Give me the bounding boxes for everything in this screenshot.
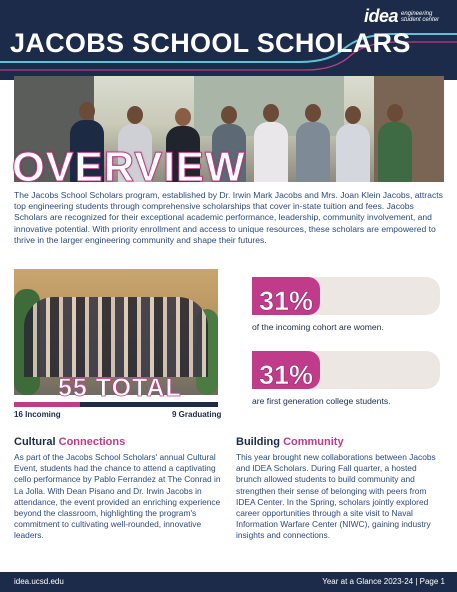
page-footer <box>0 572 457 592</box>
graduating-bar <box>80 402 218 407</box>
page-header <box>0 0 457 80</box>
stat-women-label: of the incoming cohort are women. <box>252 322 384 332</box>
community-heading <box>236 436 344 448</box>
stat-firstgen-card <box>252 351 440 389</box>
stat-women-fill <box>252 277 320 315</box>
brand-name: idea <box>363 6 398 26</box>
stat-women-value: 31% <box>258 286 314 316</box>
incoming-bar <box>14 402 80 407</box>
incoming-count: 16 Incoming <box>14 410 61 419</box>
page-title: JACOBS SCHOOL SCHOLARS <box>10 28 411 58</box>
brand-subtitle: engineering student center <box>401 10 440 23</box>
cultural-heading-accent: Connections <box>58 436 126 448</box>
cultural-heading <box>14 436 125 448</box>
stat-firstgen-label: are first generation college students. <box>252 396 391 406</box>
stat-women-card <box>252 277 440 315</box>
brand-logo <box>364 6 449 27</box>
graduating-count: 9 Graduating <box>172 410 222 419</box>
overview-heading: OVERVIEW <box>12 143 246 190</box>
community-body: This year brought new collaborations between Jacobs and IDEA Scholars. During Fall quarter, a hosted brunch allowed students to build community and strengthen their sense of belonging with peers from IDEA Center. In the Spring, scholars jointly explored career opportunities through a site visit to Naval Information Warfare Center (NIWC), gaining industry insights and connections. <box>236 452 436 541</box>
stat-firstgen-fill <box>252 351 320 389</box>
footer-url[interactable]: idea.ucsd.edu <box>14 577 64 586</box>
cultural-heading-main: Cultural <box>14 436 56 448</box>
cultural-body: As part of the Jacobs School Scholars' annual Cultural Event, students had the chance to attend a captivating cello performance by Pablo Ferrandez at The Conrad in La Jolla. With Dean Pisano and Dr. Irwin Jacobs in attendance, the event provided an enriching experience beyond the classroom, highlighting the program's commitment to cultivating well-rounded, innovative leaders. <box>14 452 221 541</box>
community-heading-main: Building <box>236 436 280 448</box>
overview-body: The Jacobs School Scholars program, established by Dr. Irwin Mark Jacobs and Mrs. Joan Klein Jacobs, attracts top engineering students through comprehensive scholarships that cover in-state tuition and fees. Jacobs Scholars are recognized for their exceptional academic performance, leadership, community involvement, and innovative potential. With priority enrollment and access to unique resources, these scholars are empowered to thrive in the larger engineering community and shape their futures. <box>14 190 443 245</box>
cohort-total: 55 TOTAL <box>58 374 182 402</box>
stat-firstgen-value: 31% <box>258 360 314 390</box>
footer-page-info: Year at a Glance 2023-24 | Page 1 <box>322 577 445 586</box>
community-heading-accent: Community <box>283 436 344 448</box>
